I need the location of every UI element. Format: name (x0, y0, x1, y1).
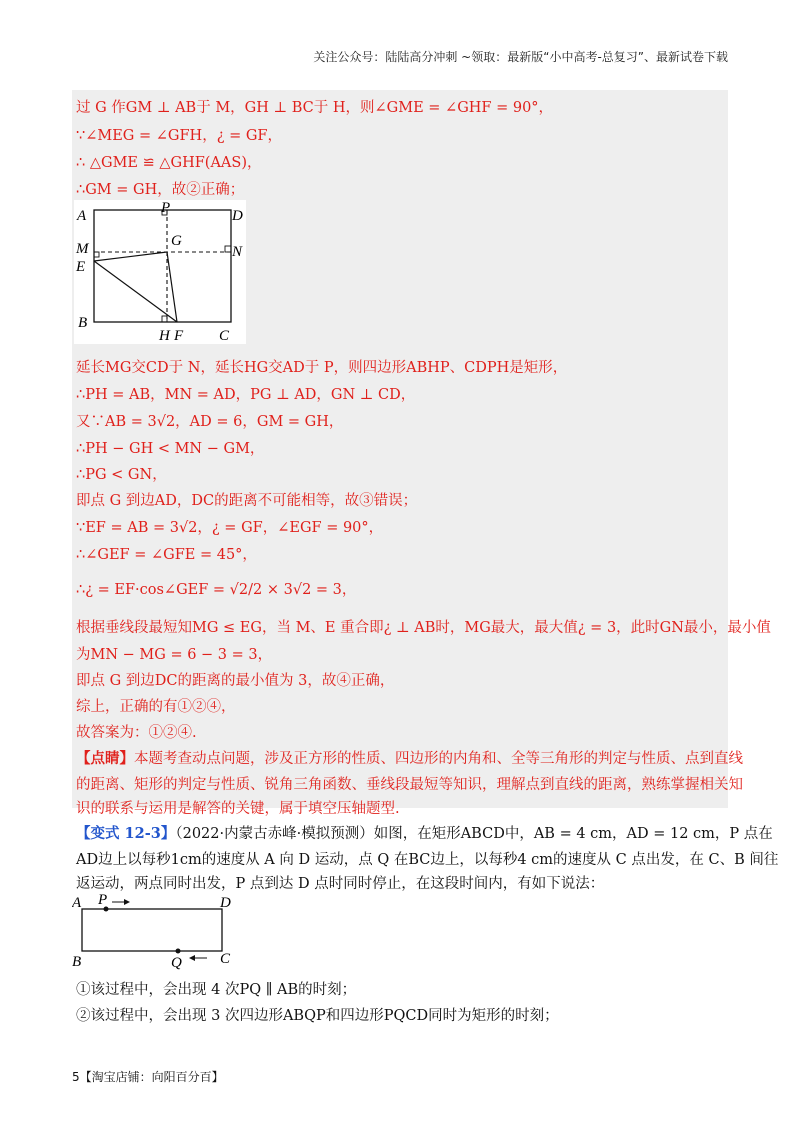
dianjing-line-1 (76, 747, 743, 768)
solution-line-16: 即点 G 到边DC的距离的最小值为 3，故④正确， (76, 673, 395, 689)
solution-line-8: ∴PH − GH < MN − GM， (76, 441, 265, 457)
solution-line-6: ∴PH = AB，MN = AD，PG ⊥ AD，GN ⊥ CD， (76, 387, 416, 403)
solution-line-4: ∴GM = GH，故②正确； (76, 182, 245, 198)
page-footer: 5【淘宝店铺：向阳百分百】 (72, 1070, 224, 1084)
label-Q2: Q (171, 955, 182, 970)
solution-line-18: 故答案为：①②④. (76, 725, 197, 741)
solution-line-7: 又∵AB = 3√2，AD = 6，GM = GH， (76, 414, 344, 430)
solution-line-17: 综上，正确的有①②④， (76, 699, 236, 715)
label-N: N (232, 244, 243, 260)
dianjing-line-3: 识的联系与运用是解答的关键，属于填空压轴题型. (76, 801, 400, 817)
label-F: F (174, 328, 184, 344)
solution-line-10: 即点 G 到边AD，DC的距离不可能相等，故③错误； (76, 493, 418, 509)
option-2: ②该过程中，会出现 3 次四边形ABQP和四边形PQCD同时为矩形的时刻； (76, 1008, 559, 1024)
variant-label: 【变式 12-3】 (76, 825, 176, 842)
label-C: C (219, 328, 230, 344)
option-1: ①该过程中，会出现 4 次PQ ∥ AB的时刻； (76, 982, 357, 998)
variant-line-2: AD边上以每秒1cm的速度从 A 向 D 运动，点 Q 在BC边上，以每秒4 cm的速度从 C 点出发，在 C、B 间往 (76, 852, 779, 868)
dianjing-label: 【点睛】 (76, 750, 134, 767)
variant-line-3: 返运动，两点同时出发，P 点到达 D 点时同时停止，在这段时间内，有如下说法： (76, 876, 605, 892)
label-A: A (77, 208, 87, 224)
solution-line-5: 延长MG交CD于 N，延长HG交AD于 P，则四边形ABHP、CDPH是矩形， (76, 360, 568, 376)
solution-line-3: ∴ △GME ≌ △GHF(AAS)， (76, 155, 262, 171)
label-P: P (161, 200, 171, 216)
solution-line-15: 为MN − MG = 6 − 3 = 3， (76, 647, 273, 663)
solution-line-11: ∵EF = AB = 3√2，¿ = GF，∠EGF = 90°， (76, 520, 384, 536)
label-B2: B (72, 954, 82, 970)
label-G: G (171, 233, 182, 249)
label-A2: A (72, 895, 82, 911)
geometry-figure-square (74, 200, 246, 344)
label-B: B (78, 315, 88, 331)
solution-line-1: 过 G 作GM ⊥ AB于 M，GH ⊥ BC于 H，则∠GME = ∠GHF = 90°， (76, 100, 554, 116)
label-M: M (76, 241, 89, 257)
label-E: E (76, 259, 86, 275)
dianjing-line-2: 的距离、矩形的判定与性质、锐角三角函数、垂线段最短等知识，理解点到直线的距离，熟练掌握相关知 (76, 777, 743, 793)
solution-line-2: ∵∠MEG = ∠GFH，¿ = GF， (76, 128, 282, 144)
label-D: D (232, 208, 243, 224)
solution-line-12: ∴∠GEF = ∠GFE = 45°， (76, 547, 257, 563)
solution-line-9: ∴PG < GN， (76, 467, 167, 483)
solution-line-13: ∴¿ = EF·cos∠GEF = √2/2 × 3√2 = 3， (76, 582, 357, 598)
variant-text-1: （2022·内蒙古赤峰·模拟预测）如图，在矩形ABCD中，AB = 4 cm，AD = 12 cm，P 点在 (175, 826, 773, 842)
label-C2: C (220, 951, 231, 967)
label-H: H (159, 328, 170, 344)
label-P2: P (98, 892, 108, 908)
geometry-figure-rectangle (72, 890, 242, 970)
solution-line-14: 根据垂线段最短知MG ≤ EG，当 M、E 重合即¿ ⊥ AB时，MG最大，最大值¿ = 3，此时GN最小，最小值 (76, 620, 771, 636)
dianjing-text-1: 本题考查动点问题，涉及正方形的性质、四边形的内角和、全等三角形的判定与性质、点到直线 (134, 751, 743, 767)
label-D2: D (220, 895, 231, 911)
variant-line-1 (76, 822, 773, 843)
page-header: 关注公众号：陆陆高分冲刺 ~领取：最新版“小中高考-总复习”、最新试卷下载 (313, 50, 728, 64)
